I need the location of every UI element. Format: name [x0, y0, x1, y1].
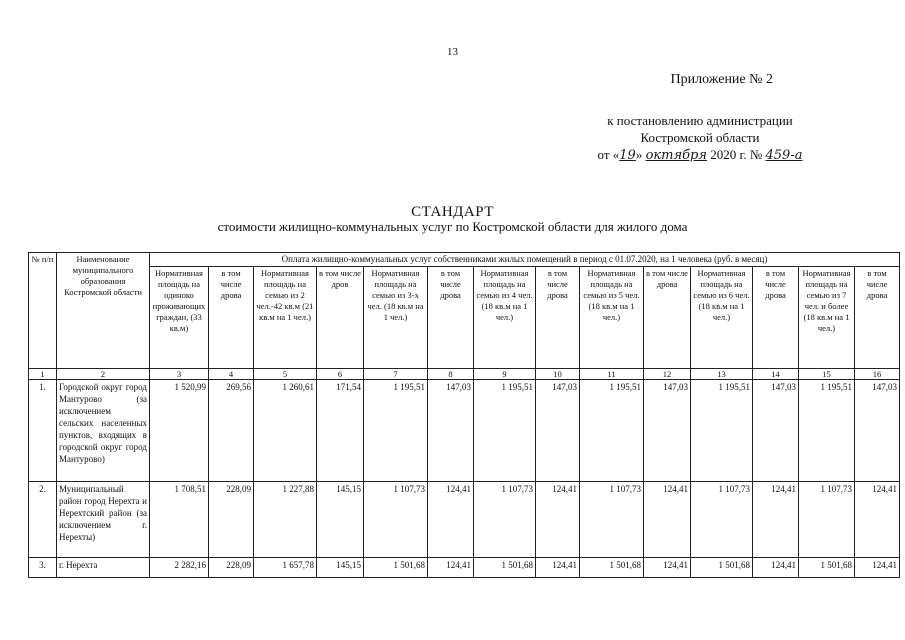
- value-cell: 1 501,68: [580, 558, 644, 578]
- value-cell: 147,03: [753, 380, 799, 482]
- header-no: № п/п: [29, 253, 57, 369]
- decree-line-2: Костромской области: [640, 130, 760, 145]
- subheader: в том числе дрова: [536, 267, 580, 369]
- index-cell: 5: [254, 369, 317, 380]
- value-cell: 1 195,51: [474, 380, 536, 482]
- value-cell: 269,56: [209, 380, 254, 482]
- value-cell: 1 260,61: [254, 380, 317, 482]
- appendix-label: Приложение № 2: [670, 72, 773, 87]
- subheader: в том числе дрова: [428, 267, 474, 369]
- index-cell: 11: [580, 369, 644, 380]
- index-cell: 7: [364, 369, 428, 380]
- subheader: в том числе дрова: [855, 267, 900, 369]
- value-cell: 145,15: [317, 558, 364, 578]
- index-cell: 1: [29, 369, 57, 380]
- value-cell: 124,41: [536, 558, 580, 578]
- subheader: Нормативная площадь на семью из 2 чел.-42 кв.м (21 кв.м на 1 чел.): [254, 267, 317, 369]
- row-name: Городской округ город Мантурово (за исключением сельских населенных пунктов, входящих в городской округ город Мантурово): [57, 380, 150, 482]
- decree-prefix: от «: [597, 147, 620, 162]
- value-cell: 124,41: [855, 482, 900, 558]
- decree-date-line: [520, 146, 880, 164]
- decree-quote-close: »: [635, 147, 643, 162]
- subheader: Нормативная площадь на одиноко проживающих граждан, (33 кв.м): [150, 267, 209, 369]
- index-cell: 16: [855, 369, 900, 380]
- decree-line-1: к постановлению администрации: [607, 113, 793, 128]
- value-cell: 124,41: [753, 482, 799, 558]
- index-cell: 13: [691, 369, 753, 380]
- decree-month: октября: [645, 148, 707, 163]
- subheader: в том числе дрова: [753, 267, 799, 369]
- tariff-table: [28, 252, 900, 578]
- value-cell: 228,09: [209, 482, 254, 558]
- decree-year: 2020 г. №: [710, 147, 763, 162]
- value-cell: 1 195,51: [691, 380, 753, 482]
- value-cell: 147,03: [536, 380, 580, 482]
- index-cell: 4: [209, 369, 254, 380]
- value-cell: 145,15: [317, 482, 364, 558]
- decree-number: 459-а: [765, 148, 803, 163]
- subheader: в том числе дрова: [209, 267, 254, 369]
- row-no: 3.: [29, 558, 57, 578]
- value-cell: 124,41: [855, 558, 900, 578]
- subheader: Нормативная площадь на семью из 7 чел. и более (18 кв.м на 1 чел.): [799, 267, 855, 369]
- value-cell: 1 107,73: [799, 482, 855, 558]
- index-cell: 14: [753, 369, 799, 380]
- subheader: Нормативная площадь на семью из 3-х чел. (18 кв.м на 1 чел.): [364, 267, 428, 369]
- index-row: [29, 369, 900, 380]
- subheader: в том числе дрова: [644, 267, 691, 369]
- value-cell: 1 501,68: [691, 558, 753, 578]
- subheader: Нормативная площадь на семью из 6 чел. (18 кв.м на 1 чел.): [691, 267, 753, 369]
- table-row: [29, 380, 900, 482]
- value-cell: 124,41: [753, 558, 799, 578]
- index-cell: 6: [317, 369, 364, 380]
- subheader: Нормативная площадь на семью из 5 чел. (18 кв.м на 1 чел.): [580, 267, 644, 369]
- value-cell: 1 107,73: [580, 482, 644, 558]
- value-cell: 1 227,88: [254, 482, 317, 558]
- index-cell: 8: [428, 369, 474, 380]
- index-cell: 2: [57, 369, 150, 380]
- document-subtitle: стоимости жилищно-коммунальных услуг по Костромской области для жилого дома: [217, 219, 688, 234]
- table-row: [29, 558, 900, 578]
- value-cell: 1 195,51: [364, 380, 428, 482]
- value-cell: 1 501,68: [474, 558, 536, 578]
- subheader: Нормативная площадь на семью из 4 чел. (18 кв.м на 1 чел.): [474, 267, 536, 369]
- index-cell: 3: [150, 369, 209, 380]
- value-cell: 1 520,99: [150, 380, 209, 482]
- value-cell: 124,41: [428, 558, 474, 578]
- document-title: СТАНДАРТ: [411, 204, 494, 220]
- subheader: в том числе дров: [317, 267, 364, 369]
- value-cell: 1 501,68: [799, 558, 855, 578]
- value-cell: 171,54: [317, 380, 364, 482]
- header-group: Оплата жилищно-коммунальных услуг собственниками жилых помещений в период с 01.07.2020, на 1 человека (руб. в месяц): [150, 253, 900, 267]
- value-cell: 228,09: [209, 558, 254, 578]
- row-no: 1.: [29, 380, 57, 482]
- value-cell: 147,03: [428, 380, 474, 482]
- index-cell: 12: [644, 369, 691, 380]
- value-cell: 2 282,16: [150, 558, 209, 578]
- value-cell: 147,03: [855, 380, 900, 482]
- index-cell: 9: [474, 369, 536, 380]
- table-row: [29, 482, 900, 558]
- value-cell: 1 708,51: [150, 482, 209, 558]
- row-name: г. Нерехта: [57, 558, 150, 578]
- index-cell: 15: [799, 369, 855, 380]
- row-name: Муниципальный район город Нерехта и Нерехтский район (за исключением г. Нерехты): [57, 482, 150, 558]
- value-cell: 1 195,51: [580, 380, 644, 482]
- value-cell: 1 501,68: [364, 558, 428, 578]
- value-cell: 124,41: [428, 482, 474, 558]
- header-name: Наименование муниципального образования Костромской области: [57, 253, 150, 369]
- index-cell: 10: [536, 369, 580, 380]
- value-cell: 147,03: [644, 380, 691, 482]
- value-cell: 1 107,73: [691, 482, 753, 558]
- value-cell: 124,41: [644, 482, 691, 558]
- value-cell: 1 107,73: [474, 482, 536, 558]
- value-cell: 124,41: [644, 558, 691, 578]
- page-number: 13: [447, 46, 458, 58]
- decree-day: 19: [619, 148, 636, 163]
- value-cell: 1 657,78: [254, 558, 317, 578]
- value-cell: 1 195,51: [799, 380, 855, 482]
- value-cell: 1 107,73: [364, 482, 428, 558]
- value-cell: 124,41: [536, 482, 580, 558]
- row-no: 2.: [29, 482, 57, 558]
